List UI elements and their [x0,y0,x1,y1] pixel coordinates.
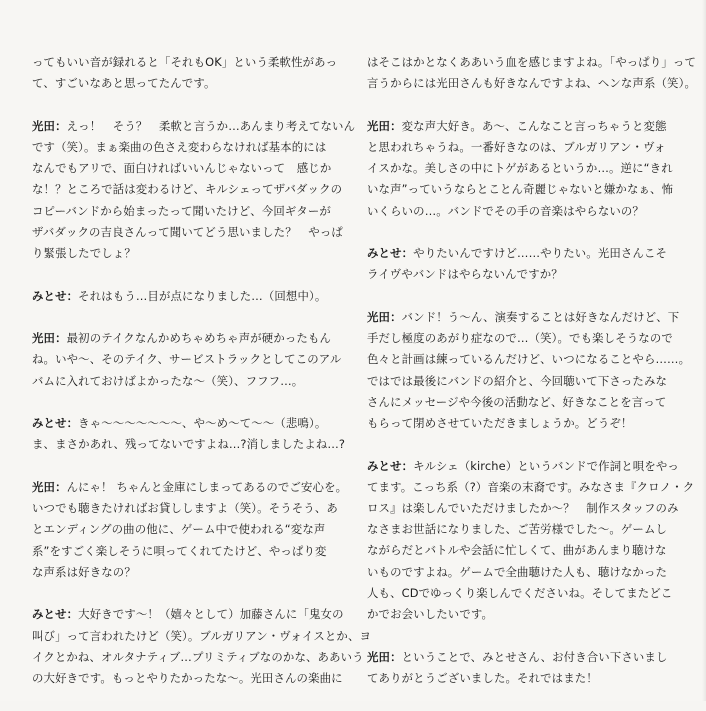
text-fragment: キルシェ（kirche）というバンドで作詞と唄をやっ [413,458,679,473]
text-line: な！？ところで話は変わるけど、キルシェってザバダックの [32,182,343,197]
text-line: な声系は好きなの？ [32,564,136,579]
text-fragment: バンド！う〜ん、演奏することは好きなんだけど、下 [401,310,680,324]
text-line: 叫び」って言われたけど（笑）。ブルガリアン・ヴォイスとか、ヨ [32,628,372,643]
paragraph-12 [367,456,695,626]
right-column [367,52,696,710]
text-line: コピーバンドから始まったって聞いたけど、今回ギターが [32,203,331,218]
text-line [32,477,347,498]
text-line: ってもいい音が録れると「それもOK」という柔軟性があっ [32,55,338,69]
text-line: とエンディングの曲の他に、ゲーム中で使われる“変な声 [32,522,326,537]
text-line: ね。いや〜、そのテイク、サービストラックとしてこのアル [32,352,342,367]
paragraph-5 [32,413,347,455]
text-fragment: 変な声大好き。あ〜、こんなこと言っちゃうと変態 [401,118,667,133]
text-line: てます。こっち系（?）音楽の末裔です。みなさま『クロノ・ク [367,479,695,494]
text-line: バムに入れておけばよかったな〜（笑）、フフフ…。 [32,373,304,388]
speaker-label: 光田： [367,310,402,324]
speaker-label: みとせ： [32,288,79,303]
text-line [367,243,682,264]
text-line: さんにメッセージや今後の活動など、好きなことを言って [367,394,667,409]
speaker-label: みとせ： [367,246,414,261]
text-line: イクとかね、オルタナティブ…プリミティブなのかな、ああいう [32,649,364,664]
text-line: なさまお世話になりました、ご苦労様でした〜。ゲームし [367,522,668,537]
text-line: いものですよね。ゲームで全曲聴けた人も、聴けなかった [367,564,668,579]
text-fragment: えっ！ そう？ 柔軟と言うか…あんまり考えてないん [66,118,356,133]
text-line: ライヴやバンドはやらないんですか？ [367,267,563,282]
text-line: と思われちゃうね。一番好きなのは、ブルガリアン・ヴォ [367,140,666,154]
text-fragment: きゃ〜〜〜〜〜〜〜、や〜め〜て〜〜（悲鳴）。 [78,416,327,431]
page-edge-shadow [702,0,706,701]
text-line: いくらいの…。バンドでその手の音楽はやらないの？ [367,203,644,218]
paragraph-13 [367,647,682,689]
speaker-label: みとせ： [32,416,79,431]
text-line [367,307,682,328]
text-fragment: 最初のテイクなんかめちゃめちゃ声が硬かったもん [66,331,332,346]
speaker-label: 光田： [367,649,402,664]
text-line: 人も、CDでゆっくり楽しんでくださいね。そしてまたどこ [367,585,673,600]
text-line: いつでも聴きたければお貸ししますよ（笑）。そうそう、あ [32,501,338,516]
paragraph-7 [32,604,372,689]
text-line: イスかな。美しさの中にトゲがあるというか…。逆に“きれ [367,161,673,176]
speaker-label: 光田： [32,480,67,494]
text-line [367,647,682,668]
text-line: かでお会いしたいです。 [367,607,494,622]
text-line: 手だし極度のあがり症なので…（笑）。でも楽しそうなので [367,331,673,346]
text-line [367,116,682,137]
text-line: もらって閉めさせていただきましょうか。どうぞ！ [367,416,633,431]
text-line: 系”をすごく楽しそうに唄ってくれてたけど、やっぱり変 [32,543,327,558]
paragraph-2 [32,116,356,264]
paragraph-11 [367,307,691,434]
paragraph-8 [367,52,696,94]
text-line [32,286,347,307]
text-fragment: やりたいんですけど……やりたい。光田さんこそ [413,246,668,261]
text-fragment: ということで、みとせさん、お付き合い下さいまし [401,649,668,664]
text-line: 言うからには光田さんも好きなんですよね、ヘンな声系（笑）。 [367,76,696,91]
text-line [32,328,347,349]
text-line: いな声”っていうならとことん奇麗じゃないと嫌かなぁ、怖 [367,182,674,197]
text-line: ではでは最後にバンドの紹介と、今回聴いて下さったみな [367,373,668,388]
text-line: ザバダックの吉良さんって聞いてどう思いました？ やっぱ [32,224,343,239]
text-line: の大好きです。もっとやりたかったな〜。光田さんの楽曲に [32,671,343,686]
speaker-label: 光田： [32,331,67,346]
text-line [32,413,347,434]
text-line: はそこはかとなくああいう血を感じますよね。「やっぱり」って [367,55,696,69]
paragraph-9 [367,116,682,222]
text-fragment: んにゃ！ ちゃんと金庫にしまってあるのでご安心を。 [66,480,348,494]
speaker-label: みとせ： [367,458,414,473]
paragraph-6 [32,477,347,583]
text-line [32,604,347,625]
speaker-label: 光田： [367,118,402,133]
text-line: てありがとうございました。それではまた！ [367,670,598,685]
text-line [367,456,682,477]
paragraph-4 [32,328,347,392]
text-line: ロス』は楽しんでいただけましたか〜？ 制作スタッフのみ [367,501,679,516]
speaker-label: みとせ： [32,607,79,622]
text-line: て、すごいなあと思ってたんです。 [32,76,216,91]
text-line: です（笑）。まぁ楽曲の色さえ変わらなければ基本的には [32,140,327,154]
text-line: なんでもアリで、面白ければいいんじゃないって 感じか [32,161,332,176]
paragraph-10 [367,243,682,285]
paragraph-1 [32,52,347,94]
text-line: り緊張したでしょ？ [32,246,136,261]
text-line [32,116,356,137]
text-fragment: それはもう…目が点になりました…（回想中）。 [78,288,327,303]
speaker-label: 光田： [32,118,67,133]
paragraph-3 [32,286,347,307]
left-column [32,52,372,711]
text-line: ま、まさかあれ、残ってないですよね…?消しましたよね…? [32,437,346,452]
text-line: 色々と計画は練っているんだけど、いつになることやら……。 [367,352,691,367]
text-line: ながらだとバトルや会話に忙しくて、曲があんまり聴けな [367,543,667,558]
text-fragment: 大好きです〜！（嬉々として）加藤さんに「鬼女の [78,607,344,622]
